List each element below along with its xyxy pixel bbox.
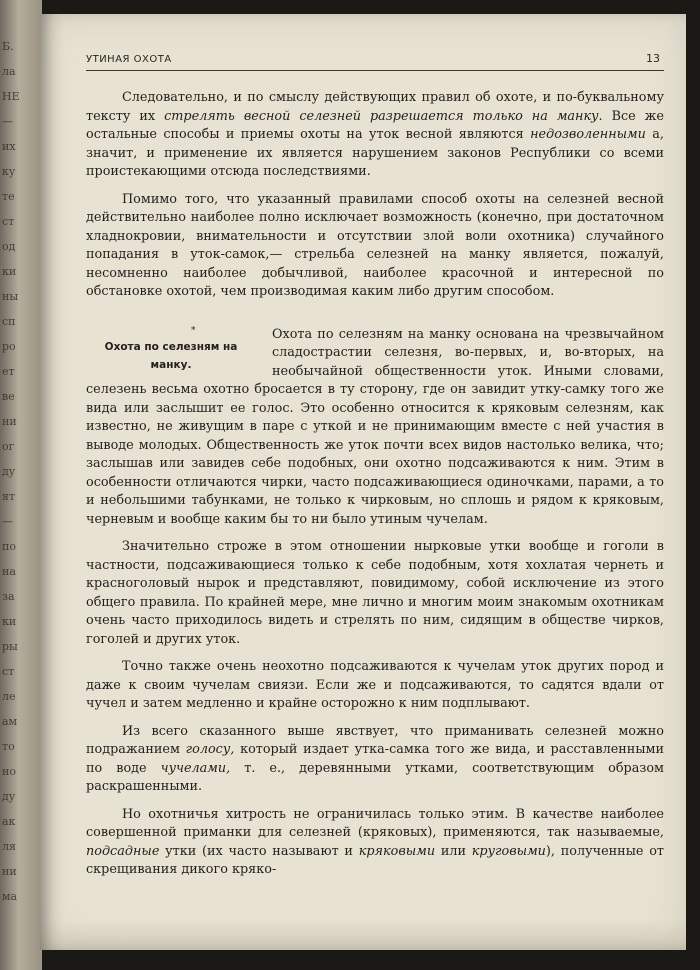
facing-page-fragment: ки xyxy=(2,265,17,278)
facing-page-edge xyxy=(0,0,42,970)
facing-page-fragment: ят xyxy=(2,490,16,503)
facing-page-fragment: их xyxy=(2,140,16,153)
facing-page-fragment: ет xyxy=(2,365,15,378)
section-sidehead: Охота по селезням на манку. xyxy=(104,340,238,371)
italic-text: недозволенными xyxy=(530,127,646,142)
facing-page-fragment: Б. xyxy=(2,40,14,53)
italic-text: голосу, xyxy=(185,742,235,757)
italic-text: подсадные xyxy=(86,843,160,859)
facing-page-fragment: ры xyxy=(2,640,18,653)
text-run: Значительно строже в этом отношении нырковые утки вообще и гоголи в частности, подсаживающиеся только к себе подобным, хотя хохлатая чернеть и красноголовый нырок и представляют, повидимому, собой исключение из этого общего правила. По крайней мере, мне лично и многим моим знакомым охотникам очень часто приходилось видеть и стрелять по ним, сидящим в обществе чирков, гоголей и других уток. xyxy=(86,539,664,647)
section-duck-hunting-on-lure xyxy=(86,326,664,880)
running-head-title: УТИНАЯ ОХОТА xyxy=(86,54,172,65)
text-run: Из всего сказанного выше явствует, что приманивать селезней можно подражанием xyxy=(86,723,664,757)
page-number: 13 xyxy=(646,52,660,65)
facing-page-fragment: за xyxy=(2,590,15,603)
running-head xyxy=(86,52,664,71)
book-page xyxy=(40,14,686,950)
text-run: ), полученные от скрещивания дикого кряко- xyxy=(86,843,664,877)
paragraph xyxy=(86,806,664,880)
paragraph xyxy=(86,538,664,649)
page-body xyxy=(86,89,664,880)
text-run: Все же остальные способы и приемы охоты на уток весной являются xyxy=(86,108,665,142)
facing-page-fragment: но xyxy=(2,765,16,778)
facing-page-fragment: ду xyxy=(2,465,16,478)
facing-page-fragment: — xyxy=(2,515,13,528)
italic-text: чучелами, xyxy=(160,760,231,776)
paragraph xyxy=(86,89,664,182)
facing-page-fragment: ны xyxy=(2,290,19,303)
facing-page-fragment: ст xyxy=(2,215,15,228)
text-run: Следовательно, и по смыслу действующих правил об охоте, и по-буквальному тексту их xyxy=(86,90,664,124)
facing-page-fragment: ма xyxy=(2,890,18,903)
italic-text: круговыми xyxy=(471,843,546,859)
facing-page-fragment: ку xyxy=(2,165,16,178)
text-run: Помимо того, что указанный правилами способ охоты на селезней весной действительно наиболее полно исключает возможность (конечно, при достаточном хладнокровии, внимательности и отсутствии злой воли охотника) случайного попадания в уток-самок,— стрельба селезней на манку является, пожалуй, несомненно наиболее добычливой, наиболее красочной и интересной по обстановке охотой, чем производимая каким либо другим способом. xyxy=(86,191,664,299)
facing-page-fragment: од xyxy=(2,240,16,253)
text-run: Охота по селезням на манку основана на чрезвычайном сладострастии селезня, во-первых, и, во-вторых, на необычайной общественности уток. Иными словами, селезень весьма охотно бросается в ту сторону, где он завидит утку-самку того же вида или заслышит ее голос. Это особенно относится к кряковым селезням, как известно, не живущим в паре с уткой и не принимающим вместе с ней участия в выводе молодых. Общественность же уток почти всех видов настолько велика, что; заслышав или завидев себе подобных, они охотно подсаживаются к ним. Этим в особенности отличаются чирки, часто подсаживающиеся одиночками, парами, а то и небольшими табунками, не только к чирковым, но сплошь и рядом к кряковым, черневым и вообще каким бы то ни было утиным чучелам. xyxy=(86,326,664,527)
text-run: утки (их часто называют и xyxy=(159,843,359,859)
text-run: или xyxy=(435,843,472,859)
paragraph xyxy=(86,191,664,302)
facing-page-fragment: сп xyxy=(2,315,16,328)
ink-mark: * xyxy=(191,325,196,336)
italic-text: кряковыми xyxy=(358,843,436,859)
paragraph xyxy=(86,658,664,714)
text-run: Но охотничья хитрость не ограничилась только этим. В качестве наиболее совершенной приманки для селезней (кряковых), применяются, так называемые, xyxy=(86,806,664,840)
facing-page-fragment: ст xyxy=(2,665,15,678)
facing-page-fragment: ак xyxy=(2,815,16,828)
facing-page-fragment: по xyxy=(2,540,16,553)
facing-page-fragment: ле xyxy=(2,690,16,703)
facing-page-fragment: ки xyxy=(2,615,17,628)
facing-page-fragment: — xyxy=(2,115,13,128)
facing-page-fragment: ог xyxy=(2,440,15,453)
page-shadow xyxy=(40,920,686,950)
facing-page-fragment: ла xyxy=(2,65,16,78)
text-run: т. е., деревянными утками, соответствующим образом раскрашенными. xyxy=(86,760,665,794)
facing-page-fragment: НЕ xyxy=(2,90,20,103)
facing-page-fragment: ро xyxy=(2,340,16,353)
facing-page-fragment: ам xyxy=(2,715,18,728)
italic-text: стрелять весной селезней разрешается только на манку. xyxy=(164,108,603,124)
text-run: который издает утка-самка того же вида, и расставленными по воде xyxy=(86,742,664,776)
facing-page-fragment: ве xyxy=(2,390,15,403)
facing-page-fragment: на xyxy=(2,565,16,578)
text-run: а, значит, и применение их является нарушением законов Республики со всеми проистекающими отсюда последствиями. xyxy=(86,127,664,179)
facing-page-fragment: то xyxy=(2,740,15,753)
facing-page-fragment: ду xyxy=(2,790,16,803)
facing-page-fragment: ни xyxy=(2,415,17,428)
text-run: Точно также очень неохотно подсаживаются к чучелам уток других пород и даже к своим чучелам свиязи. Если же и подсаживаются, то садятся вдали от чучел и затем медленно и крайне осторожно к ним подплывают. xyxy=(86,659,664,711)
facing-page-fragment: ни xyxy=(2,865,17,878)
paragraph xyxy=(86,723,664,797)
facing-page-fragment: те xyxy=(2,190,15,203)
facing-page-fragment: ля xyxy=(2,840,16,853)
